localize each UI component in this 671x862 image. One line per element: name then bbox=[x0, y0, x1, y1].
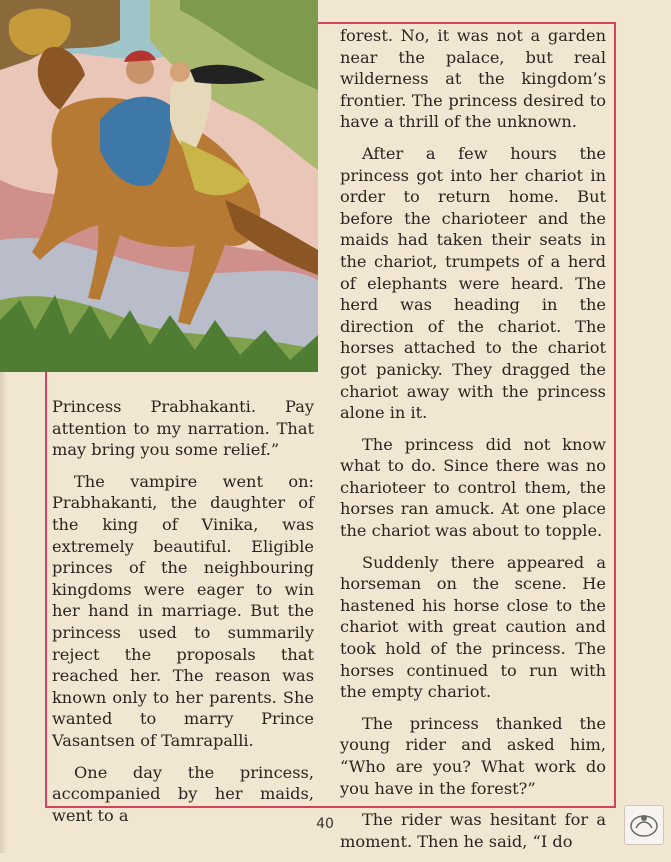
frame-left-border bbox=[45, 372, 47, 808]
paragraph: The princess did not know what to do. Since there was no charioteer to control them, the horses ran amuck. At one place the chariot was about to topple. bbox=[340, 434, 606, 541]
paragraph: forest. No, it was not a garden near the palace, but real wilderness at the kingdom’s frontier. The princess desired to have a thrill of the unknown. bbox=[340, 26, 606, 132]
frame-top-border bbox=[318, 22, 616, 24]
paragraph: Princess Prabhakanti. Pay attention to my narration. That may bring you some relief.” bbox=[52, 397, 314, 460]
paragraph: The vampire went on: Prabhakanti, the daughter of the king of Vinika, was extremely beautiful. Eligible princes of the neighbouring kingdoms were eager to win her hand in marriage. But the princess used to summarily reject the proposals that reached her. The reason was known only to her parents. She wanted to marry Prince Vasantsen of Tamrapalli. bbox=[52, 471, 314, 750]
page-number: 40 bbox=[316, 816, 334, 832]
illustration bbox=[0, 0, 318, 372]
paragraph: After a few hours the princess got into her chariot in order to return home. But before the charioteer and the maids had taken their seats in the chariot, trumpets of a herd of elephants were heard. The herd was heading in the direction of the chariot. The horses attached to the chariot got panicky. They dragged the chariot away with the princess alone in it. bbox=[340, 143, 606, 423]
left-text-column bbox=[52, 396, 314, 836]
paragraph: One day the princess, accompanied by her maids, went to a bbox=[52, 762, 314, 825]
frame-right-border bbox=[614, 22, 616, 808]
paragraph: The princess thanked the young rider and asked him, “Who are you? What work do you have in the forest?” bbox=[340, 713, 606, 798]
paragraph: Suddenly there appeared a horseman on the scene. He hastened his horse close to the chariot with great caution and took hold of the princess. The horses continued to run with the empty chariot. bbox=[340, 552, 606, 702]
paragraph: The rider was hesitant for a moment. Then he said, “I do bbox=[340, 810, 606, 851]
publisher-logo-icon bbox=[624, 805, 664, 845]
right-text-column bbox=[340, 25, 606, 862]
